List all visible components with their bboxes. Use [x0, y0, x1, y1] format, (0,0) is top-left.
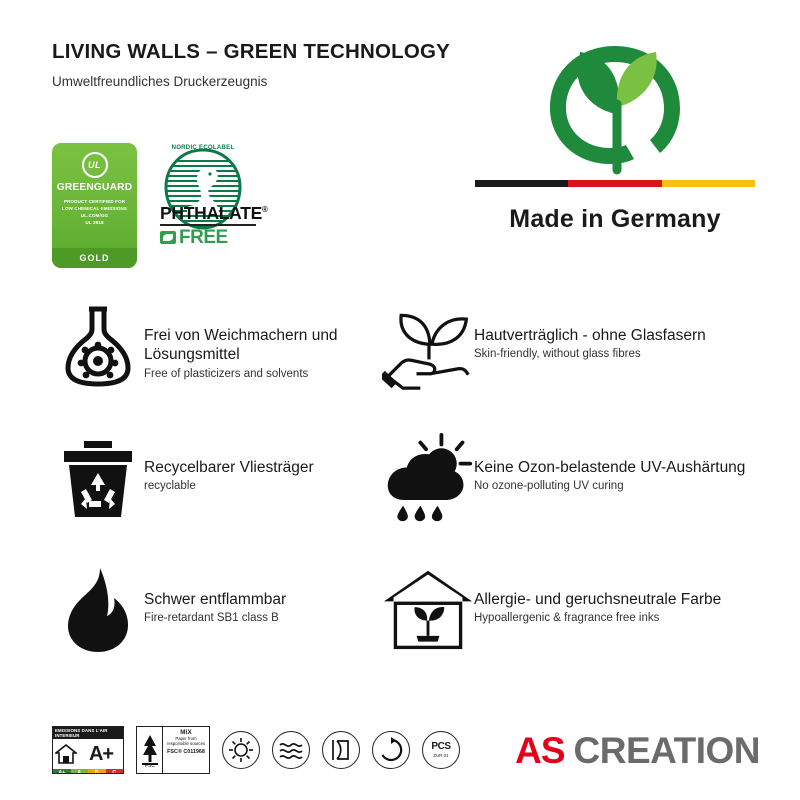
phthalate-word: PHTHALATE® [160, 203, 268, 223]
feature-text [474, 300, 706, 360]
phthalate-free-row [160, 228, 256, 247]
fsc-desc-2: responsible sources [166, 741, 206, 747]
feature-text [474, 564, 721, 624]
feature-title-en: Hypoallergenic & fragrance free inks [474, 612, 660, 625]
feature-title-de: Schwer entflammbar [144, 591, 287, 608]
recyclable-icon [372, 731, 410, 769]
feature-item [382, 564, 762, 696]
brand-creation: CREATION [573, 730, 760, 771]
fsc-mix-label: MIX [180, 729, 192, 736]
feature-title-en: No ozone-polluting UV curing [474, 480, 624, 493]
certificate-badges [52, 143, 268, 268]
made-in-germany-label: Made in Germany [509, 205, 721, 233]
sun-resistance-icon [222, 731, 260, 769]
pcs-label: PCS [431, 741, 451, 753]
made-in-germany-block [470, 28, 760, 234]
flask-icon [52, 300, 144, 392]
emissions-header: EMISSIONS DANS L'AIR INTERIEUR [53, 727, 123, 739]
as-creation-logo [515, 730, 760, 772]
greenguard-line-4: UL 2818 [85, 220, 104, 226]
feature-text [144, 300, 382, 380]
feature-text [144, 564, 286, 624]
feature-title-de: Frei von Weichmachern und Lösungsmittel [144, 327, 338, 364]
header [52, 40, 492, 89]
greenguard-name: GREENGUARD [56, 182, 133, 193]
feature-title-en: Free of plasticizers and solvents [144, 367, 309, 380]
scale-b: B [88, 769, 106, 774]
scale-c: C [106, 769, 124, 774]
fsc-desc-1: Paper from [175, 736, 197, 741]
feature-grid [52, 300, 764, 696]
feature-item [52, 432, 382, 564]
page-title: LIVING WALLS – GREEN TECHNOLOGY [52, 40, 451, 63]
leaf-icon [160, 231, 176, 244]
house-plant-icon [382, 564, 474, 656]
fsc-text [163, 727, 209, 773]
scale-a-plus: A+ [53, 769, 71, 774]
flag-stripe-black [475, 180, 568, 187]
phthalate-free-word: FREE [179, 226, 228, 248]
feature-title-de: Keine Ozon-belastende UV-Aushärtung [474, 459, 746, 476]
svg-text:FSC: FSC [144, 763, 155, 767]
greenguard-badge [52, 143, 137, 268]
greenguard-line-3: UL.COM/GG [80, 213, 109, 219]
feature-title-en: Skin-friendly, without glass fibres [474, 348, 641, 361]
feature-item [52, 300, 382, 432]
feature-title-de: Allergie- und geruchsneutrale Farbe [474, 591, 722, 608]
registered-mark: ® [261, 205, 268, 215]
hand-plant-icon [382, 300, 474, 392]
nordic-ecolabel-badge [151, 143, 268, 248]
feature-item [382, 432, 762, 564]
fsc-code: FSC® C011968 [167, 748, 205, 755]
flag-stripe-red [568, 180, 661, 187]
emissions-label [52, 726, 124, 774]
footer [52, 714, 760, 776]
feature-title-de: Recycelbarer Vliesträger [144, 459, 314, 476]
recycle-bin-icon [52, 432, 144, 524]
flag-stripe-gold [662, 180, 755, 187]
green-leaf-logo-icon [520, 28, 710, 178]
phthalate-divider [160, 224, 256, 226]
pcs-sub: ZUR 01 [433, 752, 449, 758]
fsc-tree-icon [137, 727, 163, 773]
emissions-rating: A+ [88, 743, 114, 765]
washable-icon [272, 731, 310, 769]
feature-item [382, 300, 762, 432]
page-subtitle: Umweltfreundliches Druckerzeugnis [52, 73, 268, 89]
footer-logos [52, 726, 460, 774]
sun-cloud-rain-icon [382, 432, 474, 524]
brand-as: AS [515, 730, 565, 771]
ul-mark-icon: UL [82, 152, 108, 178]
greenguard-line-1: PRODUCT CERTIFIED FOR [63, 199, 126, 204]
emissions-scale [53, 769, 123, 774]
feature-text [474, 432, 745, 492]
scale-a: A [71, 769, 89, 774]
german-flag [475, 180, 755, 187]
greenguard-details [56, 198, 134, 226]
house-icon [53, 739, 79, 769]
feature-item [52, 564, 382, 696]
phthalate-free-badge [160, 203, 268, 248]
feature-title-en: Fire-retardant SB1 class B [144, 612, 279, 625]
pcs-blue-angel-icon [422, 731, 460, 769]
emissions-body [53, 739, 123, 769]
nordic-label-text: NORDIC ECOLABEL [171, 145, 235, 151]
fsc-label [136, 726, 210, 774]
strippable-icon [322, 731, 360, 769]
feature-title-de: Hautverträglich - ohne Glasfasern [474, 327, 706, 344]
feature-text [144, 432, 314, 492]
feature-title-en: recyclable [144, 480, 196, 493]
flame-icon [52, 564, 144, 656]
greenguard-level: GOLD [52, 248, 137, 268]
greenguard-line-2: LOW CHEMICAL EMISSIONS [61, 206, 128, 212]
